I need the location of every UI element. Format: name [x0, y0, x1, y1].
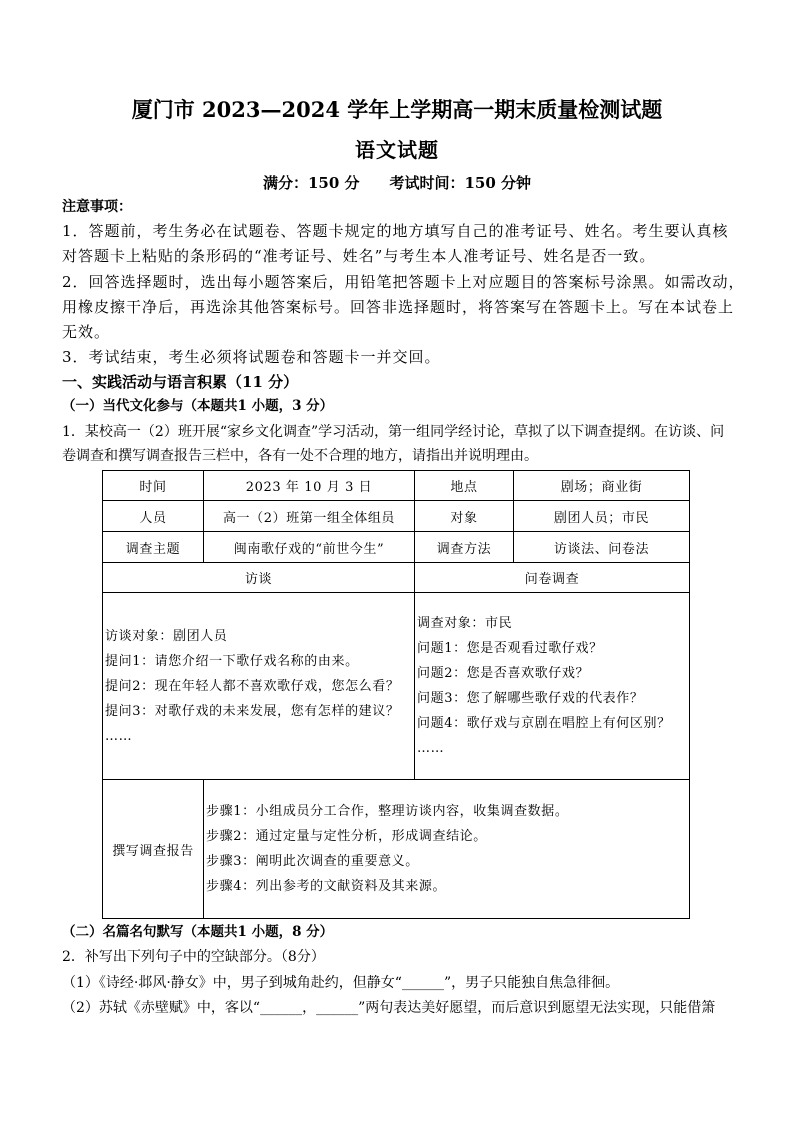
time-label: 时间 [103, 471, 204, 501]
survey-line: 问题1：您是否观看过歌仔戏？ [417, 641, 603, 656]
report-step: 步骤3：阐明此次调查的重要意义。 [206, 854, 419, 869]
survey-header: 问卷调查 [415, 563, 690, 593]
interview-line: …… [105, 728, 133, 744]
survey-line: 调查对象：市民 [417, 616, 513, 631]
interview-content [103, 593, 415, 780]
part-heading: （一）当代文化参与（本题共1 小题，3 分） [62, 398, 334, 414]
personnel-value: 高一（2）班第一组全体组员 [204, 501, 415, 532]
interview-line: 提问2：现在年轻人都不喜欢歌仔戏，您怎么看？ [105, 678, 400, 694]
interview-header: 访谈 [103, 563, 415, 593]
report-steps [204, 780, 690, 919]
score-and-time: 满分：150 分 考试时间：150 分钟 [262, 174, 532, 192]
exam-title: 厦门市 2023—2024 学年上学期高一期末质量检测试题 [131, 97, 663, 122]
question-2-item: （2）苏轼《赤壁赋》中，客以“______，______”两句表达美好愿望，而后意识到愿望无法实现，只能借箫 [62, 1000, 716, 1016]
survey-outline-table [102, 470, 690, 919]
method-label: 调查方法 [415, 532, 514, 563]
interview-line: 访谈对象：剧团人员 [105, 628, 228, 644]
question-2-item: （1）《诗经·邶风·静女》中，男子到城角赴约，但静女“______”，男子只能独自焦急徘徊。 [62, 975, 620, 991]
notice-line: 用橡皮擦干净后，再选涂其他答案标号。回答非选择题时，将答案写在答题卡上。写在本试卷上 [62, 298, 735, 316]
survey-line: 问题4：歌仔戏与京剧在唱腔上有何区别？ [417, 716, 671, 731]
part-heading: （二）名篇名句默写（本题共1 小题，8 分） [62, 924, 334, 940]
survey-content [415, 593, 690, 780]
report-step: 步骤1：小组成员分工合作，整理访谈内容，收集调查数据。 [206, 804, 569, 819]
survey-line: 问题2：您是否喜欢歌仔戏？ [417, 666, 590, 681]
report-step: 步骤4：列出参考的文献资料及其来源。 [206, 879, 447, 894]
notice-heading: 注意事项： [62, 199, 132, 215]
notice-line: 对答题卡上粘贴的条形码的“准考证号、姓名”与考生本人准考证号、姓名是否一致。 [62, 247, 656, 265]
question-1-text: 卷调查和撰写调查报告三栏中，各有一处不合理的地方，请指出并说明理由。 [62, 448, 538, 464]
notice-line: 1．答题前，考生务必在试题卷、答题卡规定的地方填写自己的准考证号、姓名。考生要认真核 [62, 222, 729, 240]
notice-line: 2．回答选择题时，选出每小题答案后，用铅笔把答题卡上对应题目的答案标号涂黑。如需改动， [62, 273, 745, 291]
survey-line: …… [417, 741, 445, 756]
time-value: 2023 年 10 月 3 日 [204, 471, 415, 501]
personnel-label: 人员 [103, 501, 204, 532]
report-step: 步骤2：通过定量与定性分析，形成调查结论。 [206, 829, 487, 844]
interview-line: 提问3：对歌仔戏的未来发展，您有怎样的建议？ [105, 703, 400, 719]
location-label: 地点 [415, 471, 514, 501]
section-heading: 一、实践活动与语言积累（11 分） [62, 373, 299, 391]
target-label: 对象 [415, 501, 514, 532]
survey-line: 问题3：您了解哪些歌仔戏的代表作？ [417, 691, 644, 706]
target-value: 剧团人员；市民 [514, 501, 690, 532]
question-1-text: 1．某校高一（2）班开展“家乡文化调查”学习活动，第一组同学经讨论，草拟了以下调查提纲。在访谈、问 [62, 424, 725, 440]
question-2-text: 2．补写出下列句子中的空缺部分。（8分） [62, 949, 325, 965]
report-label: 撰写调查报告 [103, 780, 204, 919]
topic-value: 闽南歌仔戏的“前世今生” [204, 532, 415, 563]
notice-line: 3．考试结束，考生必须将试题卷和答题卡一并交回。 [62, 348, 441, 366]
interview-line: 提问1：请您介绍一下歌仔戏名称的由来。 [105, 653, 359, 669]
notice-line: 无效。 [62, 323, 111, 341]
location-value: 剧场；商业街 [514, 471, 690, 501]
exam-subject: 语文试题 [355, 138, 439, 162]
topic-label: 调查主题 [103, 532, 204, 563]
method-value: 访谈法、问卷法 [514, 532, 690, 563]
